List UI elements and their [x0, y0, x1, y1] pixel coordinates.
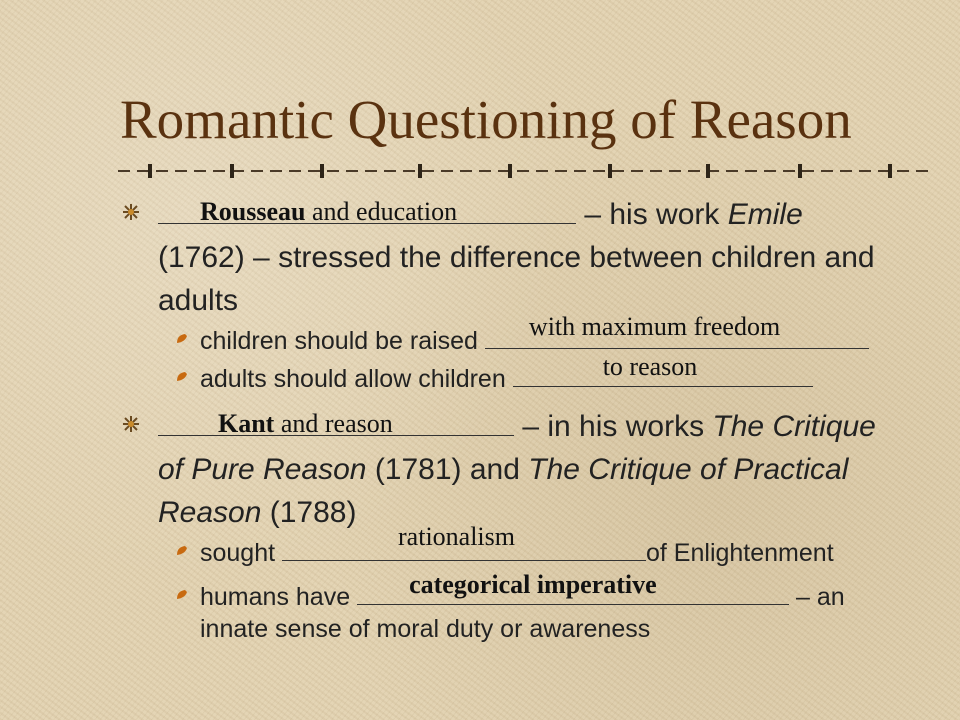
- answer-blank: [485, 312, 869, 349]
- sub-item-humans: [200, 570, 880, 645]
- sub-item-sought: [200, 522, 834, 569]
- answer-blank: [513, 352, 813, 387]
- sub-item-adults: [200, 352, 813, 395]
- ornament-bullet-icon: [122, 415, 140, 433]
- work-title: The Critique of Pure Reason: [158, 410, 876, 486]
- answer-kant-name: Kant: [218, 409, 275, 438]
- answer-text: to reason: [602, 352, 698, 381]
- slide-title: Romantic Questioning of Reason: [120, 89, 852, 150]
- work-title: The Critique of Practical Reason: [158, 453, 849, 529]
- bullet-text: (1788): [269, 496, 357, 529]
- answer-text: rationalism: [398, 522, 515, 551]
- answer-rousseau-name: Rousseau: [200, 197, 306, 226]
- sub-item-text: adults should allow children: [200, 365, 506, 393]
- sub-item-raising: [200, 312, 869, 357]
- answer-rousseau-topic: and education: [311, 197, 458, 226]
- sub-bullet-icon: [176, 588, 188, 600]
- bullet-kant: [158, 405, 893, 534]
- answer-blank-kant: [158, 405, 514, 436]
- ornament-bullet-icon: [122, 203, 140, 221]
- work-title: Emile: [727, 198, 803, 231]
- sub-bullet-icon: [176, 370, 188, 382]
- sub-item-text: sought: [200, 539, 276, 567]
- sub-item-text: humans have: [200, 583, 351, 611]
- bullet-rousseau: [158, 193, 893, 322]
- sub-item-text: – an innate sense of moral duty or awareness: [200, 583, 845, 643]
- answer-blank: [282, 522, 646, 561]
- title-divider: [118, 160, 930, 182]
- bullet-text: – his work: [584, 198, 720, 231]
- answer-text: categorical imperative: [409, 570, 657, 599]
- bullet-text: (1762) – stressed the difference between children and adults: [158, 241, 875, 317]
- answer-blank-rousseau: [158, 193, 576, 224]
- answer-blank: [357, 570, 789, 605]
- sub-bullet-icon: [176, 544, 188, 556]
- sub-item-text: of Enlightenment: [646, 539, 834, 567]
- bullet-text: – in his works: [522, 410, 705, 443]
- sub-item-text: children should be raised: [200, 327, 478, 355]
- bullet-text: (1781) and: [374, 453, 520, 486]
- answer-kant-topic: and reason: [280, 409, 393, 438]
- answer-text: with maximum freedom: [528, 312, 781, 341]
- sub-bullet-icon: [176, 332, 188, 344]
